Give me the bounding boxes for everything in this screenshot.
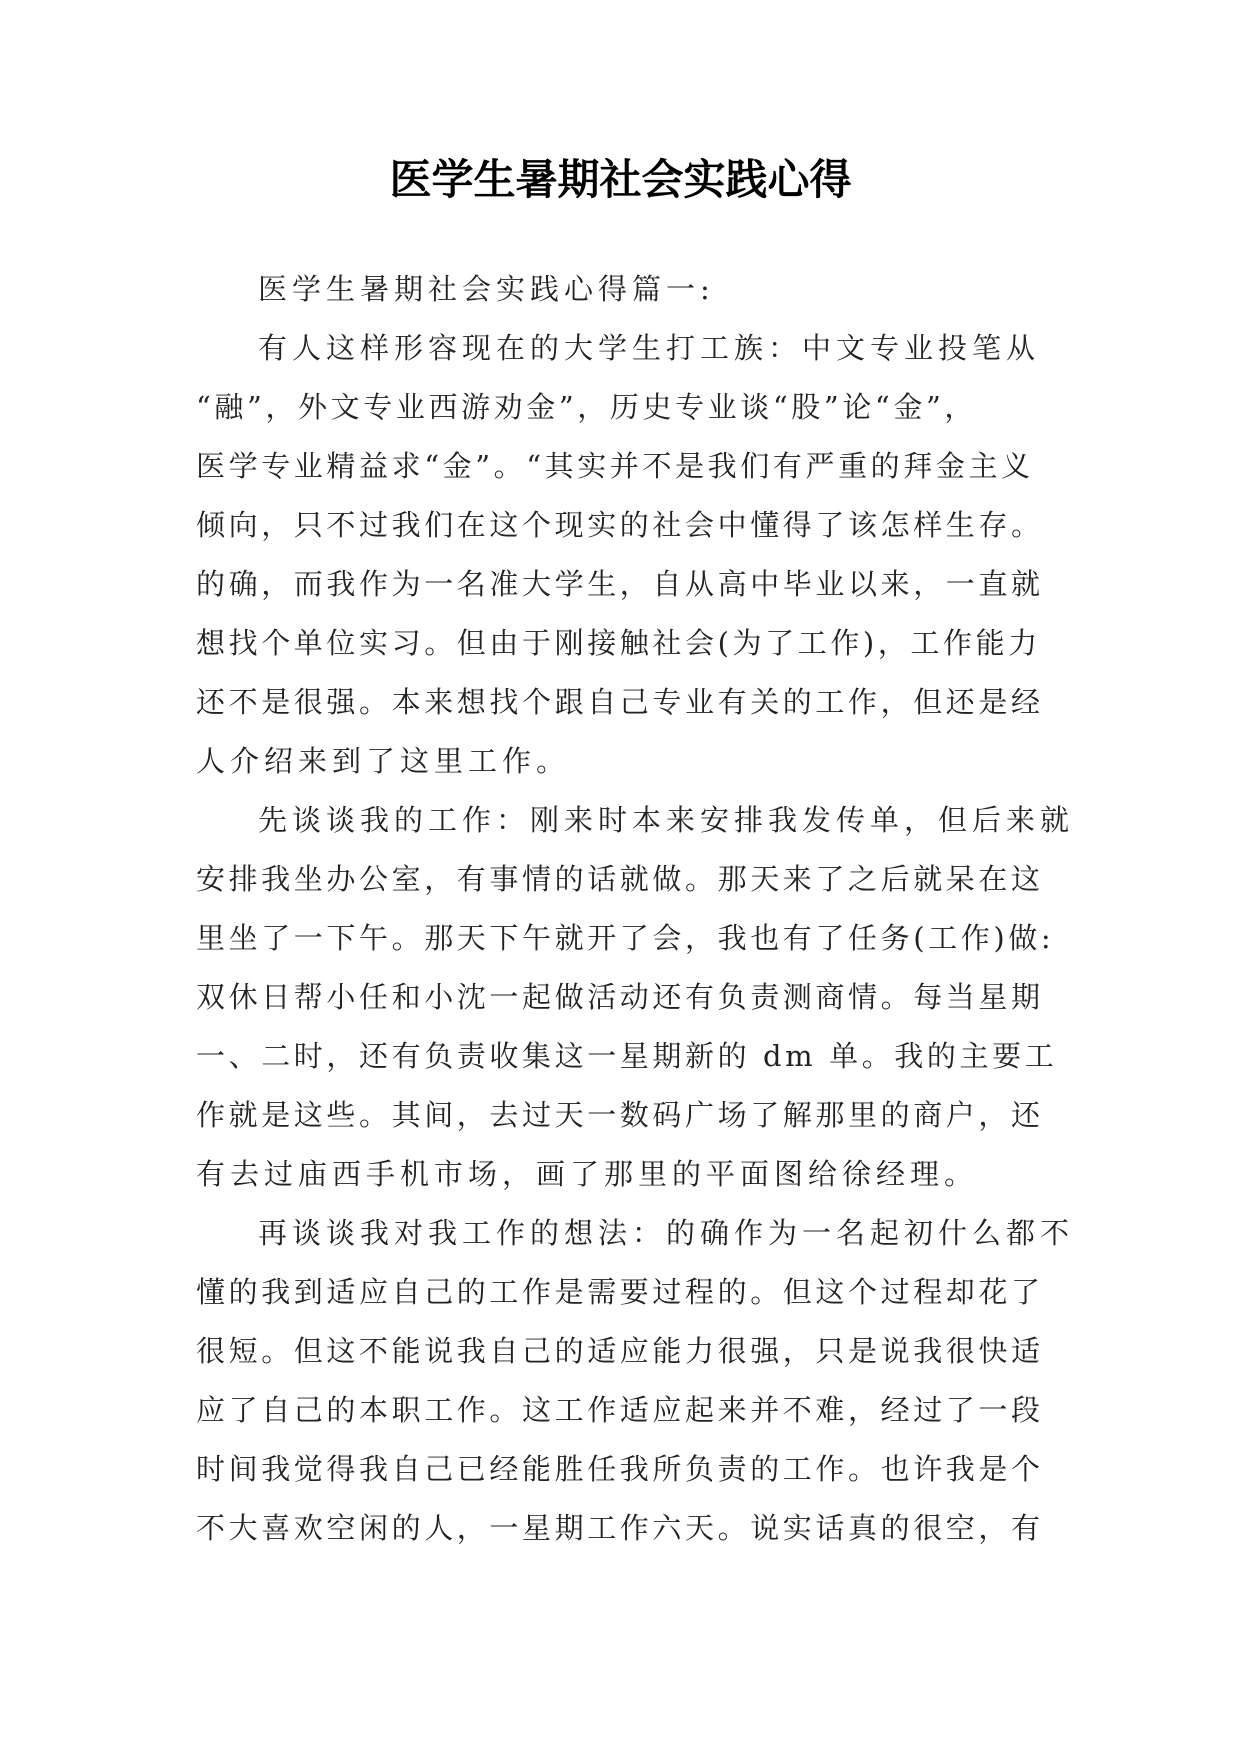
text-line: 想找个单位实习。但由于刚接触社会(为了工作)，工作能力 <box>196 626 1041 660</box>
text-line: 不大喜欢空闲的人，一星期工作六天。说实话真的很空，有 <box>196 1511 1044 1545</box>
text-line: 应了自己的本职工作。这工作适应起来并不难，经过了一段 <box>196 1393 1044 1427</box>
text-line: 懂的我到适应自己的工作是需要过程的。但这个过程却花了 <box>196 1275 1044 1309</box>
text-line: 里坐了一下午。那天下午就开了会，我也有了任务(工作)做: <box>196 921 1055 955</box>
text-line: 时间我觉得我自己已经能胜任我所负责的工作。也许我是个 <box>196 1452 1044 1486</box>
text-line: 有去过庙西手机市场，画了那里的平面图给徐经理。 <box>196 1157 979 1191</box>
text-line: 还不是很强。本来想找个跟自己专业有关的工作，但还是经 <box>196 685 1044 719</box>
text-line: 人介绍来到了这里工作。 <box>196 744 571 778</box>
text-line: 先谈谈我的工作：刚来时本来安排我发传单，但后来就 <box>258 803 1075 837</box>
text-line: 的确，而我作为一名准大学生，自从高中毕业以来，一直就 <box>196 567 1044 601</box>
text-line: 一、二时，还有负责收集这一星期新的 dm 单。我的主要工 <box>196 1039 1058 1073</box>
document-body <box>196 260 1076 1558</box>
document-title: 医学生暑期社会实践心得 <box>389 155 852 204</box>
text-line: 作就是这些。其间，去过天一数码广场了解那里的商户，还 <box>196 1098 1044 1132</box>
text-line: 倾向，只不过我们在这个现实的社会中懂得了该怎样生存。 <box>196 508 1044 542</box>
section-heading: 医学生暑期社会实践心得篇一: <box>258 272 715 306</box>
text-line: 很短。但这不能说我自己的适应能力很强，只是说我很快适 <box>196 1334 1044 1368</box>
text-line: 有人这样形容现在的大学生打工族：中文专业投笔从 <box>258 331 1041 365</box>
text-line: “融”，外文专业西游劝金”，历史专业谈“股”论“金”， <box>196 390 977 424</box>
text-line: 再谈谈我对我工作的想法：的确作为一名起初什么都不 <box>258 1216 1075 1250</box>
text-line: 双休日帮小任和小沈一起做活动还有负责测商情。每当星期 <box>196 980 1044 1014</box>
text-line: 安排我坐办公室，有事情的话就做。那天来了之后就呆在这 <box>196 862 1044 896</box>
text-line: 医学专业精益求“金”。“其实并不是我们有严重的拜金主义 <box>196 449 1034 483</box>
